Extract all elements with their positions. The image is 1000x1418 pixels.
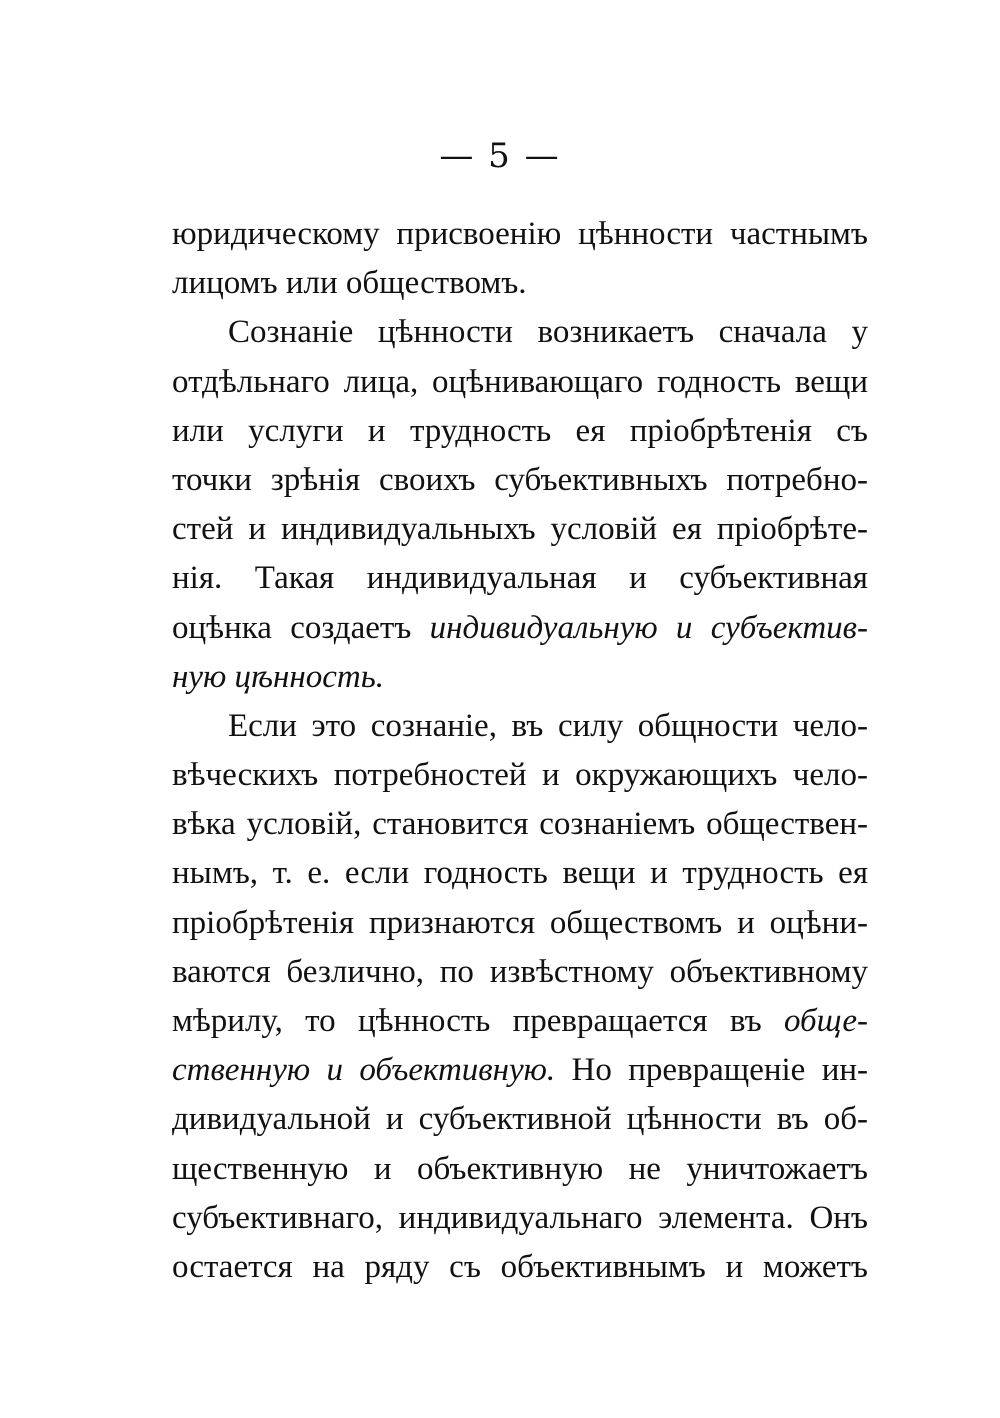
text-span: стей и индивидуальныхъ условій ея пріобрѣте- — [172, 511, 868, 548]
text-span: дивидуальной и субъективной цѣнности въ об- — [172, 1101, 868, 1138]
text-line — [172, 407, 868, 456]
text-line — [172, 210, 868, 259]
text-span: или услуги и трудность ея пріобрѣтенія съ — [172, 412, 868, 449]
text-span: остается на ряду съ объективнымъ и можетъ — [172, 1248, 868, 1285]
text-span: Но превращеніе ин- — [555, 1052, 868, 1089]
text-line — [172, 1145, 868, 1194]
text-span: оцѣнка создаетъ — [172, 609, 430, 646]
text-line — [172, 702, 868, 751]
text-line — [172, 554, 868, 603]
text-span: юридическому присвоенію цѣнности частнымъ — [172, 216, 868, 252]
text-span: ваются безлично, по извѣстному объективному — [172, 953, 868, 990]
text-span: Сознаніе цѣнности возникаетъ сначала у — [228, 314, 868, 351]
text-line — [172, 653, 868, 702]
text-span: вѣка условій, становится сознаніемъ обществен- — [172, 806, 868, 843]
text-line — [172, 899, 868, 948]
text-span: вѣческихъ потребностей и окружающихъ чело- — [172, 757, 868, 794]
text-line — [172, 1194, 868, 1243]
italic-text: ственную и объективную. — [172, 1052, 556, 1089]
text-line — [172, 259, 868, 308]
text-span: точки зрѣнія своихъ субъективныхъ потребно- — [172, 461, 868, 498]
page-number: — 5 — — [439, 136, 561, 176]
text-span: пріобрѣтенія признаются обществомъ и оцѣни- — [172, 904, 868, 941]
text-line — [172, 456, 868, 505]
text-line — [172, 505, 868, 554]
text-line — [172, 1046, 868, 1095]
text-line — [172, 997, 868, 1046]
italic-text: обще- — [783, 1003, 868, 1039]
text-span: Если это сознаніе, въ силу общности чело- — [228, 707, 868, 744]
text-line — [172, 604, 868, 653]
italic-text: индивидуальную и субъектив- — [429, 609, 868, 646]
text-line — [172, 800, 868, 849]
body-text — [172, 210, 868, 1292]
text-span: щественную и объективную не уничтожаетъ — [172, 1150, 868, 1187]
text-line — [172, 358, 868, 407]
text-line — [172, 1095, 868, 1144]
text-span: лицомъ или обществомъ. — [172, 265, 527, 302]
text-line — [172, 308, 868, 357]
text-line — [172, 849, 868, 898]
text-span: субъективнаго, индивидуальнаго элемента. Онъ — [172, 1199, 868, 1236]
text-line — [172, 1243, 868, 1292]
text-span: отдѣльнаго лица, оцѣнивающаго годность вещи — [172, 363, 868, 400]
text-line — [172, 751, 868, 800]
text-span: нымъ, т. е. если годность вещи и трудность ея — [172, 855, 868, 892]
text-span: мѣрилу, то цѣнность превращается въ — [172, 1003, 784, 1039]
text-line — [172, 948, 868, 997]
italic-text: ную цѣнность. — [172, 658, 385, 695]
text-span: нія. Такая индивидуальная и субъективная — [172, 560, 868, 597]
